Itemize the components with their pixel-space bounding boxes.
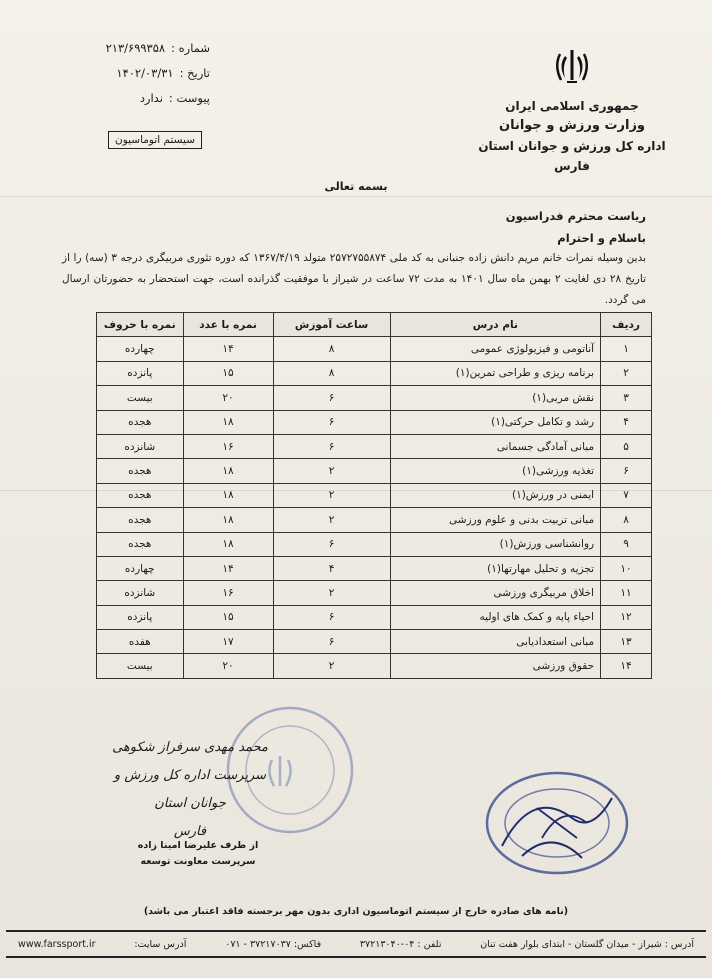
table-row	[97, 337, 652, 361]
header-course: نام درس	[390, 313, 601, 337]
board-stamp-icon	[482, 768, 632, 878]
course-name: ایمنی در ورزش(۱)	[390, 483, 601, 507]
grades-table	[96, 312, 652, 679]
footer-website-link[interactable]: www.farssport.ir	[18, 938, 96, 950]
table-body	[97, 337, 652, 678]
header-country: جمهوری اسلامی ایران	[505, 99, 639, 113]
row-index: ۱۱	[601, 581, 652, 605]
grade-words: هجده	[97, 410, 184, 434]
table-row	[97, 361, 652, 385]
course-name: برنامه ریزی و طراحی تمرین(۱)	[390, 361, 601, 385]
grade-number: ۱۸	[183, 410, 273, 434]
course-name: احیاء پایه و کمک های اولیه	[390, 605, 601, 629]
course-name: تغذیه ورزشی(۱)	[390, 459, 601, 483]
course-hours: ۸	[273, 361, 390, 385]
table-row	[97, 654, 652, 678]
row-index: ۱۳	[601, 630, 652, 654]
grade-words: بیست	[97, 386, 184, 410]
grade-number: ۱۴	[183, 556, 273, 580]
course-name: رشد و تکامل حرکتی(۱)	[390, 410, 601, 434]
header-hours: ساعت آموزش	[273, 313, 390, 337]
grade-number: ۱۸	[183, 483, 273, 507]
grade-number: ۱۸	[183, 459, 273, 483]
header-office: اداره کل ورزش و جوانان استان فارس	[478, 139, 666, 173]
course-hours: ۲	[273, 581, 390, 605]
course-hours: ۸	[273, 337, 390, 361]
course-hours: ۶	[273, 410, 390, 434]
grade-words: هجده	[97, 532, 184, 556]
grade-words: پانزده	[97, 361, 184, 385]
letter-salutation	[506, 205, 646, 249]
row-index: ۹	[601, 532, 652, 556]
grade-words: شانزده	[97, 434, 184, 458]
grade-number: ۲۰	[183, 386, 273, 410]
table-row	[97, 410, 652, 434]
table-row	[97, 434, 652, 458]
row-index: ۱۴	[601, 654, 652, 678]
footer-fax: فاکس: ۳۷۲۱۷۰۳۷ - ۰۷۱	[225, 938, 322, 950]
course-name: حقوق ورزشی	[390, 654, 601, 678]
row-index: ۳	[601, 386, 652, 410]
deputy-line2: سرپرست معاونت توسعه	[140, 856, 256, 867]
course-hours: ۶	[273, 386, 390, 410]
course-hours: ۲	[273, 654, 390, 678]
header-ministry: وزارت ورزش و جوانان	[498, 118, 646, 133]
table-row	[97, 386, 652, 410]
signer-name: محمد مهدی سرفراز شکوهی	[112, 740, 268, 755]
grade-number: ۱۷	[183, 630, 273, 654]
course-name: روانشناسی ورزش(۱)	[390, 532, 601, 556]
footer-phone: تلفن : ۰۴-۳۷۲۱۳۰۴۰	[359, 938, 442, 950]
table-row	[97, 581, 652, 605]
grade-words: هفده	[97, 630, 184, 654]
automation-system-button[interactable]: سیستم اتوماسیون	[108, 131, 202, 149]
grade-number: ۲۰	[183, 654, 273, 678]
paper-fold	[0, 196, 712, 197]
deputy-signature	[128, 838, 268, 870]
row-index: ۱	[601, 337, 652, 361]
footer-address: آدرس : شیراز - میدان گلستان - ابتدای بلوار هفت تنان	[480, 938, 694, 950]
signer-province: فارس	[173, 824, 207, 839]
course-name: اخلاق مربیگری ورزشی	[390, 581, 601, 605]
grade-words: هجده	[97, 459, 184, 483]
table-row	[97, 508, 652, 532]
grade-number: ۱۶	[183, 581, 273, 605]
meta-date: تاریخ :۱۴۰۲/۰۳/۳۱	[116, 66, 210, 80]
grade-number: ۱۸	[183, 508, 273, 532]
letter-footer	[6, 930, 706, 958]
course-name: مبانی آمادگی جسمانی	[390, 434, 601, 458]
addressee: ریاست محترم فدراسیون	[505, 209, 646, 223]
row-index: ۱۲	[601, 605, 652, 629]
course-name: مبانی تربیت بدنی و علوم ورزشی	[390, 508, 601, 532]
row-index: ۶	[601, 459, 652, 483]
row-index: ۸	[601, 508, 652, 532]
course-hours: ۴	[273, 556, 390, 580]
course-name: تجزیه و تحلیل مهارتها(۱)	[390, 556, 601, 580]
signer-title: سرپرست اداره کل ورزش و جوانان استان	[113, 768, 267, 811]
grade-words: هجده	[97, 483, 184, 507]
meta-attachment: پیوست :ندارد	[139, 91, 210, 105]
grade-words: پانزده	[97, 605, 184, 629]
greeting: باسلام و احترام	[557, 231, 646, 245]
table-header-row	[97, 313, 652, 337]
letter-title: بسمه تعالی	[324, 180, 388, 193]
row-index: ۷	[601, 483, 652, 507]
letterhead	[472, 46, 672, 176]
course-hours: ۶	[273, 630, 390, 654]
letter-meta	[60, 36, 210, 111]
grade-number: ۱۸	[183, 532, 273, 556]
table-row	[97, 459, 652, 483]
deputy-line1: از طرف علیرضا امینا زاده	[137, 840, 259, 851]
grade-number: ۱۵	[183, 605, 273, 629]
header-grade-number: نمره با عدد	[183, 313, 273, 337]
grade-words: هجده	[97, 508, 184, 532]
grade-number: ۱۵	[183, 361, 273, 385]
row-index: ۵	[601, 434, 652, 458]
table-row	[97, 630, 652, 654]
course-name: مبانی استعدادیابی	[390, 630, 601, 654]
table-row	[97, 532, 652, 556]
course-name: آناتومی و فیزیولوژی عمومی	[390, 337, 601, 361]
course-hours: ۲	[273, 508, 390, 532]
course-hours: ۲	[273, 459, 390, 483]
iran-emblem-icon	[552, 46, 592, 86]
table-row	[97, 556, 652, 580]
row-index: ۱۰	[601, 556, 652, 580]
validity-note: (نامه های صادره خارج از سیستم اتوماسیون اداری بدون مهر برجسته فاقد اعتبار می باشد)	[143, 906, 569, 917]
grade-words: بیست	[97, 654, 184, 678]
table-row	[97, 605, 652, 629]
header-index: ردیف	[601, 313, 652, 337]
grade-words: شانزده	[97, 581, 184, 605]
course-hours: ۶	[273, 532, 390, 556]
grade-number: ۱۴	[183, 337, 273, 361]
course-name: نقش مربی(۱)	[390, 386, 601, 410]
grade-words: چهارده	[97, 337, 184, 361]
header-grade-words: نمره با حروف	[97, 313, 184, 337]
course-hours: ۶	[273, 434, 390, 458]
row-index: ۴	[601, 410, 652, 434]
grade-number: ۱۶	[183, 434, 273, 458]
grade-words: چهارده	[97, 556, 184, 580]
meta-number: شماره :۲۱۳/۶۹۹۳۵۸	[105, 41, 210, 55]
footer-site-label: آدرس سایت:	[134, 938, 187, 950]
signature-block	[100, 734, 280, 846]
course-hours: ۶	[273, 605, 390, 629]
letter-body: بدین وسیله نمرات خانم مریم دانش زاده جنبانی به کد ملی ۲۵۷۲۷۵۵۸۷۴ متولد ۱۳۶۷/۴/۱۹ که دوره تئوری مربیگری درجه ۳ (سه) را از تاریخ ۲۸ دی لغایت ۲ بهمن ماه سال ۱۴۰۱ به مدت ۷۲ ساعت در شیراز با موفقیت گذرانده است، جهت استحضار به حضورتان ارسال می گردد.	[62, 252, 647, 306]
row-index: ۲	[601, 361, 652, 385]
course-hours: ۲	[273, 483, 390, 507]
table-row	[97, 483, 652, 507]
